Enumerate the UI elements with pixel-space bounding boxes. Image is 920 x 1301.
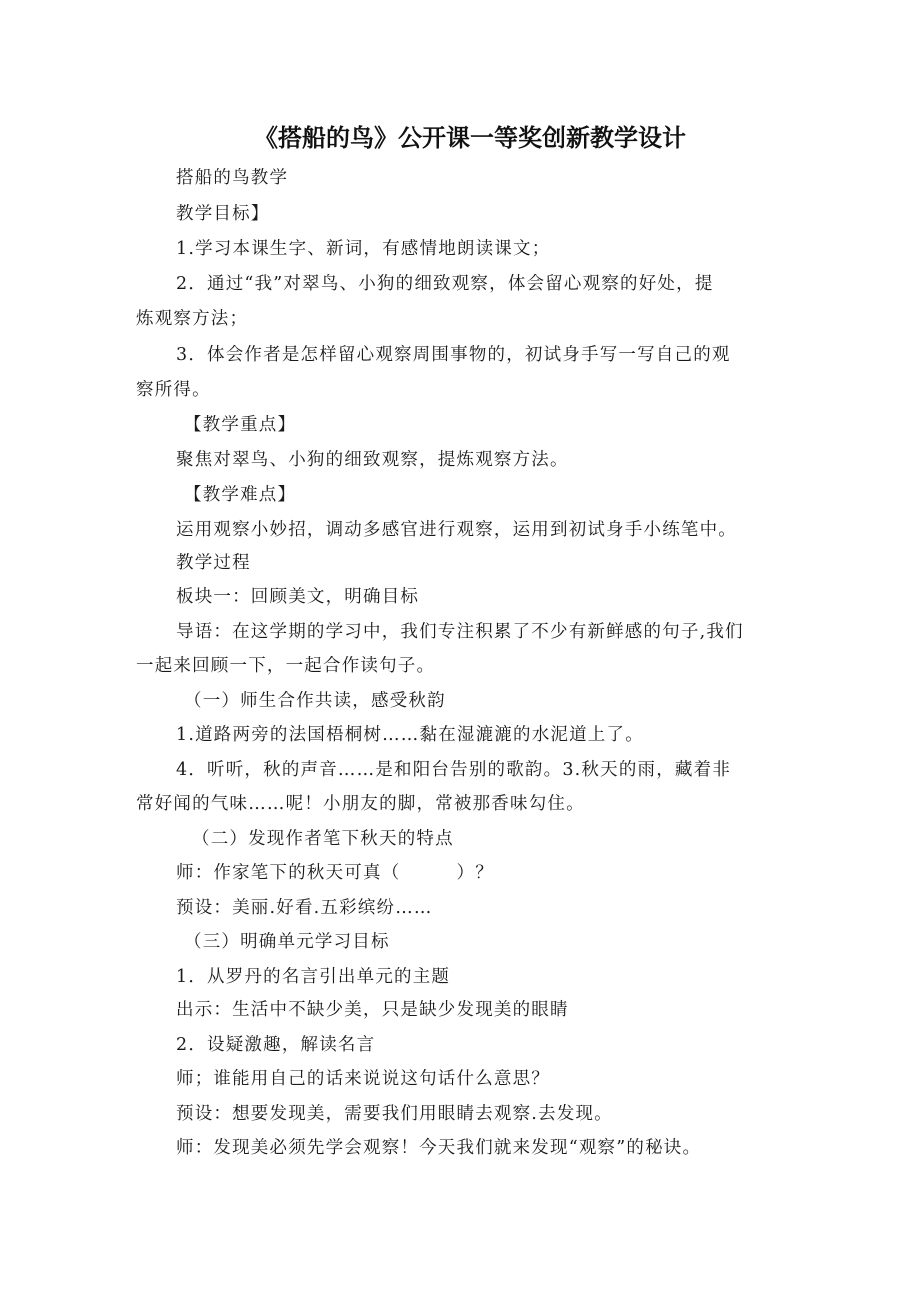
text-line: 教学目标】 — [176, 204, 270, 224]
document-title: 《搭船的鸟》公开课一等奖创新教学设计 — [254, 124, 686, 152]
text-line: 师：发现美必须先学会观察！今天我们就来发现“观察”的秘诀。 — [176, 1138, 702, 1158]
text-line: 板块一：回顾美文，明确目标 — [176, 587, 420, 607]
text-line: 2．通过“我”对翠鸟、小狗的细致观察，体会留心观察的好处，提 — [176, 274, 714, 294]
text-line: 出示：生活中不缺少美，只是缺少发现美的眼睛 — [176, 1000, 569, 1020]
text-line: 炼观察方法； — [136, 309, 249, 329]
text-line: 一起来回顾一下，一起合作读句子。 — [136, 656, 436, 676]
text-line: 【教学重点】 — [184, 415, 297, 435]
text-line: 师：作家笔下的秋天可真（ ）？ — [176, 863, 494, 883]
text-line: 师；谁能用自己的话来说说这句话什么意思？ — [176, 1069, 550, 1089]
text-line: （一）师生合作共读，感受秋韵 — [184, 691, 446, 711]
text-line: 2．设疑激趣，解读名言 — [176, 1035, 376, 1055]
text-line: 1.道路两旁的法国梧桐树……黏在湿漉漉的水泥道上了。 — [176, 725, 644, 745]
text-line: 【教学难点】 — [184, 485, 297, 505]
text-line: 常好闻的气味……呢！小朋友的脚，常被那香味勾住。 — [136, 794, 585, 814]
text-line: （二）发现作者笔下秋天的特点 — [192, 829, 454, 849]
text-line: 1．从罗丹的名言引出单元的主题 — [176, 967, 451, 987]
text-line: 导语：在这学期的学习中，我们专注积累了不少有新鲜感的句子,我们 — [176, 622, 744, 642]
text-line: 预设：想要发现美，需要我们用眼睛去观察.去发现。 — [176, 1104, 613, 1124]
text-line: 聚焦对翠鸟、小狗的细致观察，提炼观察方法。 — [176, 450, 569, 470]
text-line: 教学过程 — [176, 553, 251, 573]
text-line: 预设：美丽.好看.五彩缤纷…… — [176, 898, 433, 918]
text-line: 1.学习本课生字、新词，有感情地朗读课文； — [176, 239, 551, 259]
text-line: 4．听听，秋的声音……是和阳台告别的歌韵。3.秋天的雨，藏着非 — [176, 760, 732, 780]
text-line: （三）明确单元学习目标 — [184, 932, 390, 952]
text-line: 察所得。 — [136, 380, 211, 400]
text-line: 搭船的鸟教学 — [176, 168, 289, 188]
text-line: 运用观察小妙招，调动多感官进行观察，运用到初试身手小练笔中。 — [176, 520, 737, 540]
text-line: 3．体会作者是怎样留心观察周围事物的，初试身手写一写自己的观 — [176, 345, 731, 365]
